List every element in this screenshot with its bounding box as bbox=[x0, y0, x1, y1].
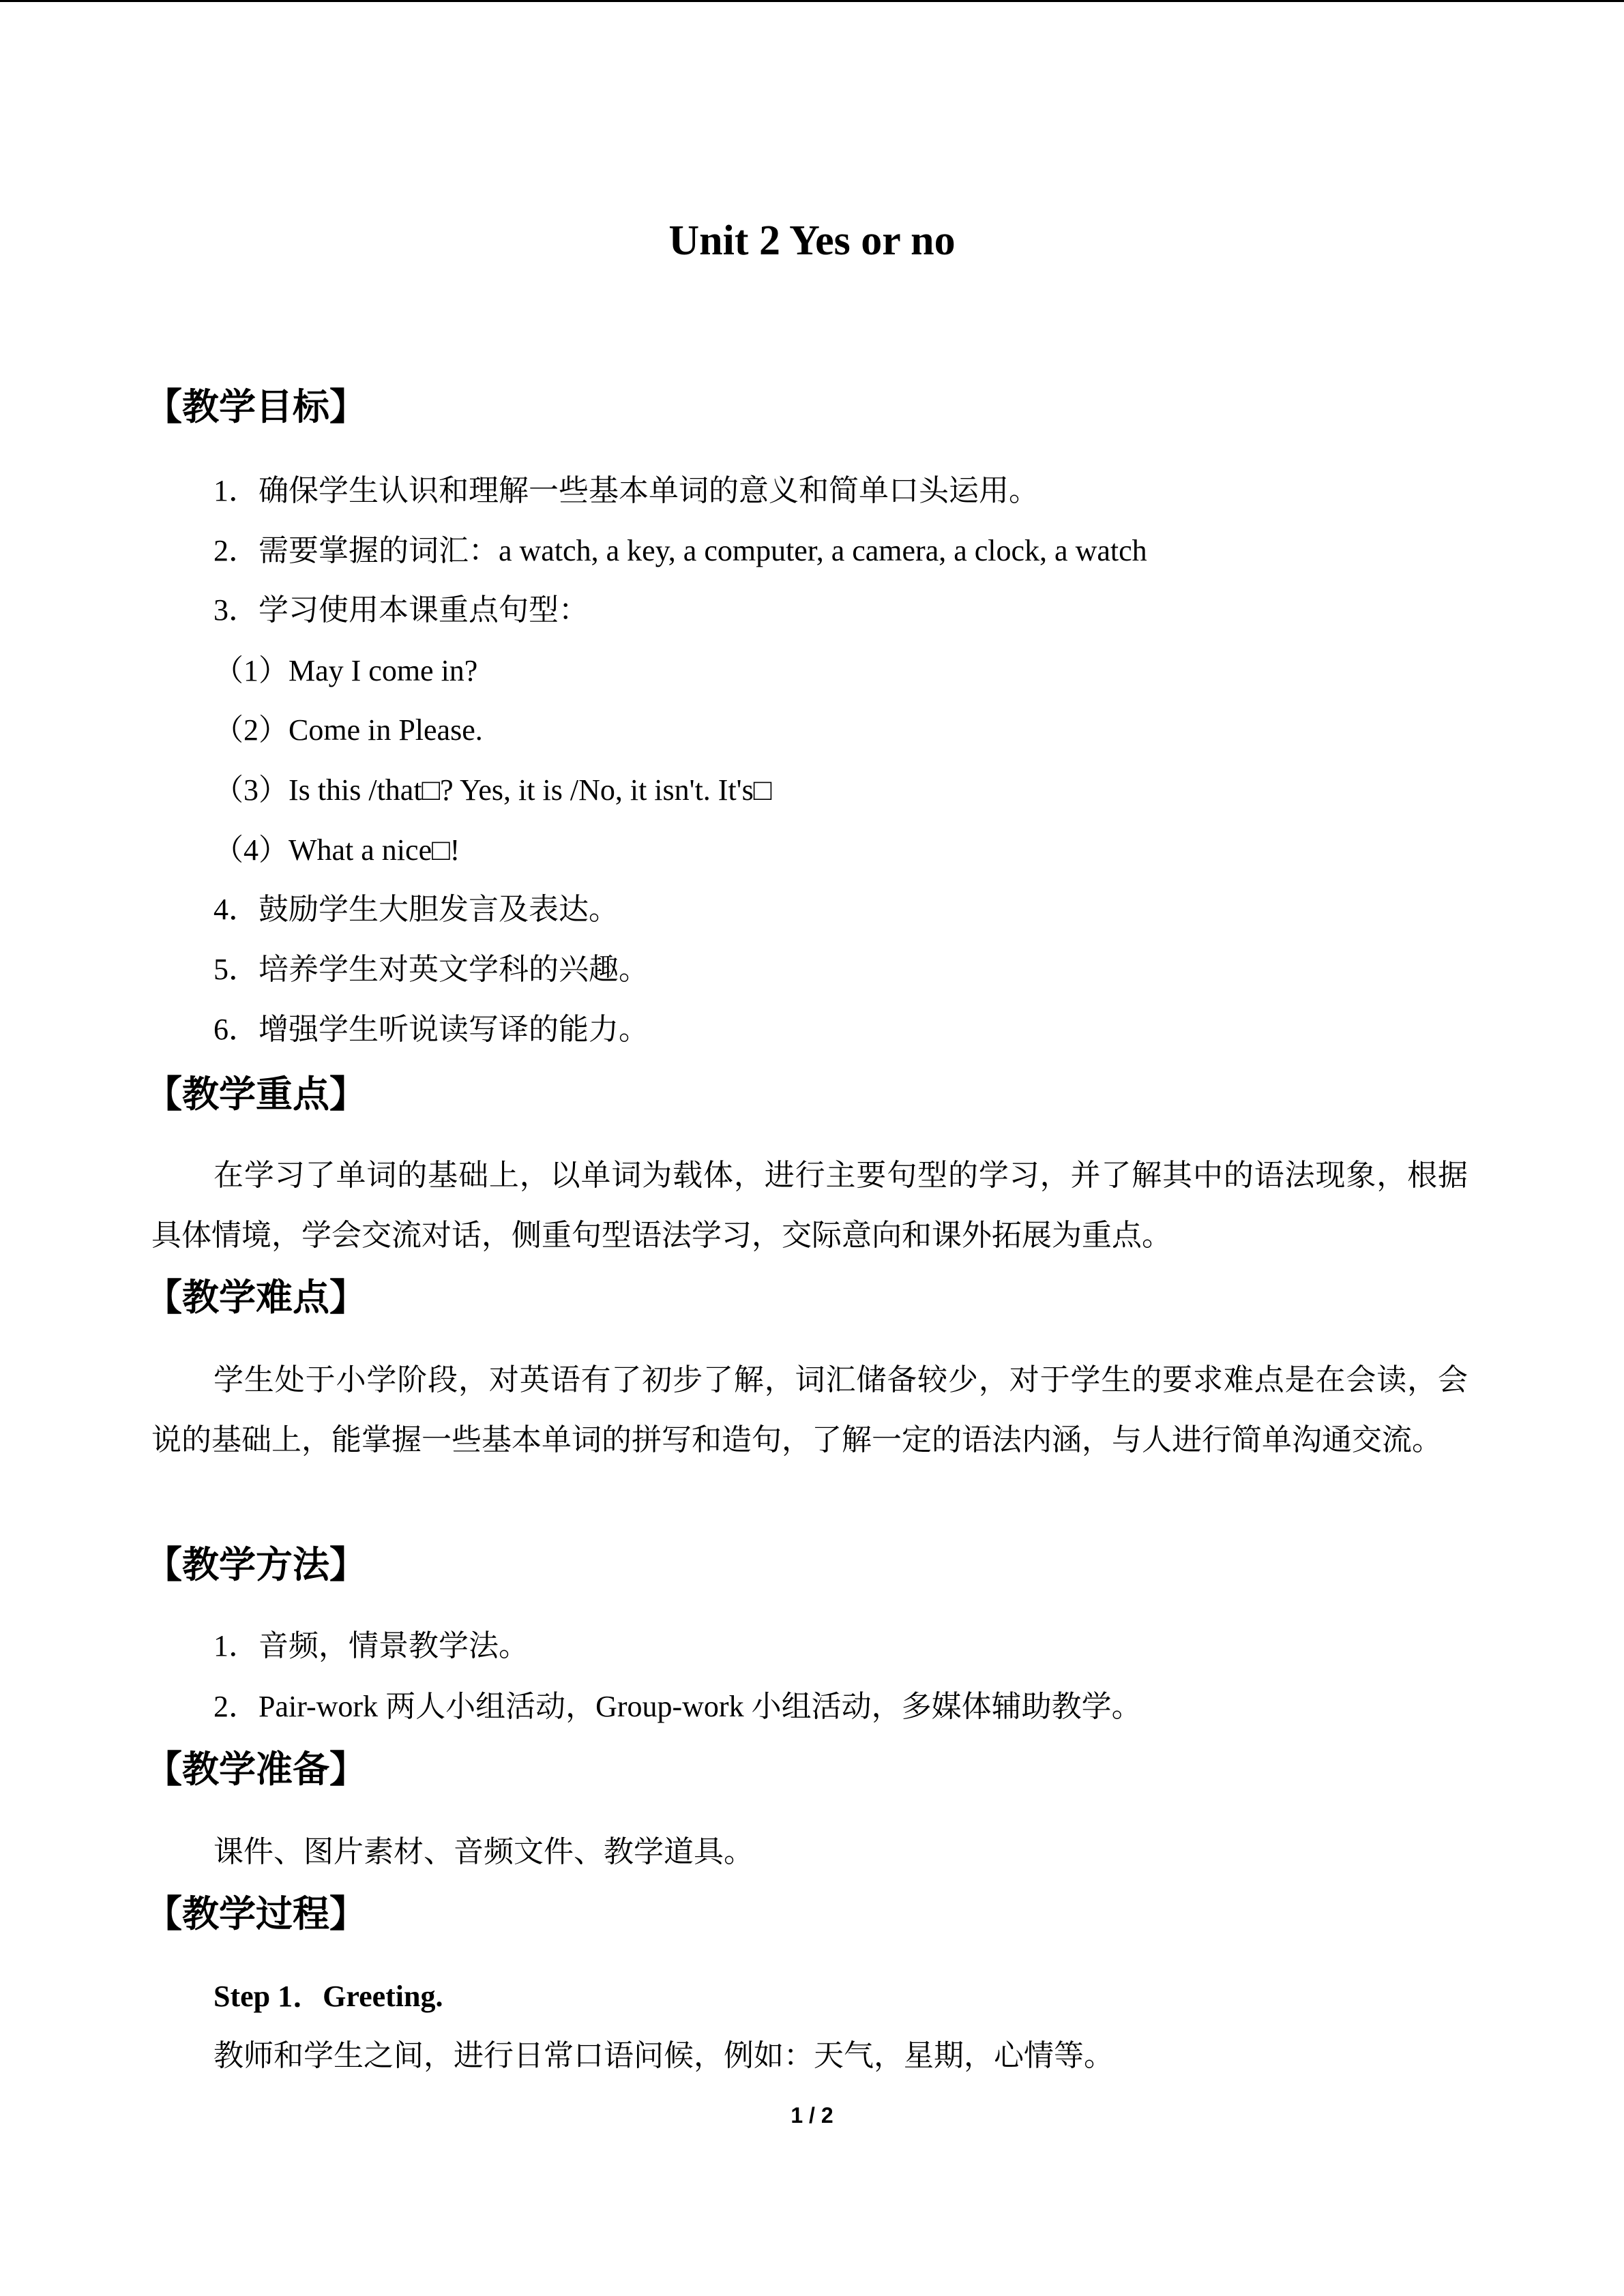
goal-subitem-4: （4）What a nice□! bbox=[213, 833, 460, 867]
heading-preparation: 【教学准备】 bbox=[145, 1749, 366, 1790]
heading-teaching-goals: 【教学目标】 bbox=[145, 387, 366, 428]
goal-subitem-2: （2）Come in Please. bbox=[213, 713, 483, 747]
heading-process: 【教学过程】 bbox=[145, 1894, 366, 1935]
goal-item-1: 1．确保学生认识和理解一些基本单词的意义和简单口头运用。 bbox=[213, 474, 1039, 507]
goal-item-4: 4．鼓励学生大胆发言及表达。 bbox=[213, 893, 619, 926]
heading-difficulties: 【教学难点】 bbox=[145, 1277, 366, 1318]
method-item-1: 1．音频，情景教学法。 bbox=[213, 1629, 529, 1663]
goal-item-2: 2．需要掌握的词汇：a watch, a key, a computer, a camera, a clock, a watch bbox=[213, 534, 1147, 567]
goal-subitem-1: （1）May I come in? bbox=[213, 654, 478, 687]
heading-methods: 【教学方法】 bbox=[145, 1545, 366, 1585]
step-1-title: Step 1．Greeting. bbox=[213, 1980, 443, 2013]
goal-item-3: 3．学习使用本课重点句型： bbox=[213, 593, 589, 627]
goal-item-5: 5．培养学生对英文学科的兴趣。 bbox=[213, 953, 649, 986]
difficulties-paragraph: 学生处于小学阶段，对英语有了初步了解，词汇储备较少，对于学生的要求难点是在会读，会说的基础上，能掌握一些基本单词的拼写和造句，了解一定的语法内涵，与人进行简单沟通交流。 bbox=[151, 1363, 1468, 1457]
step-1-text: 教师和学生之间，进行日常口语问候，例如：天气，星期，心情等。 bbox=[213, 2039, 1114, 2072]
preparation-text: 课件、图片素材、音频文件、教学道具。 bbox=[213, 1835, 754, 1868]
method-item-2: 2．Pair-work 两人小组活动，Group-work 小组活动，多媒体辅助教学。 bbox=[213, 1690, 1142, 1723]
goal-subitem-3: （3）Is this /that□? Yes, it is /No, it isn't. It's□ bbox=[213, 773, 772, 807]
top-border-line bbox=[0, 0, 1624, 2]
document-title: Unit 2 Yes or no bbox=[668, 218, 956, 264]
heading-key-points: 【教学重点】 bbox=[145, 1074, 366, 1115]
key-points-paragraph: 在学习了单词的基础上，以单词为载体，进行主要句型的学习，并了解其中的语法现象，根据具体情境，学会交流对话，侧重句型语法学习，交际意向和课外拓展为重点。 bbox=[151, 1159, 1468, 1252]
page-number: 1 / 2 bbox=[791, 2103, 833, 2128]
goal-item-6: 6．增强学生听说读写译的能力。 bbox=[213, 1013, 649, 1046]
